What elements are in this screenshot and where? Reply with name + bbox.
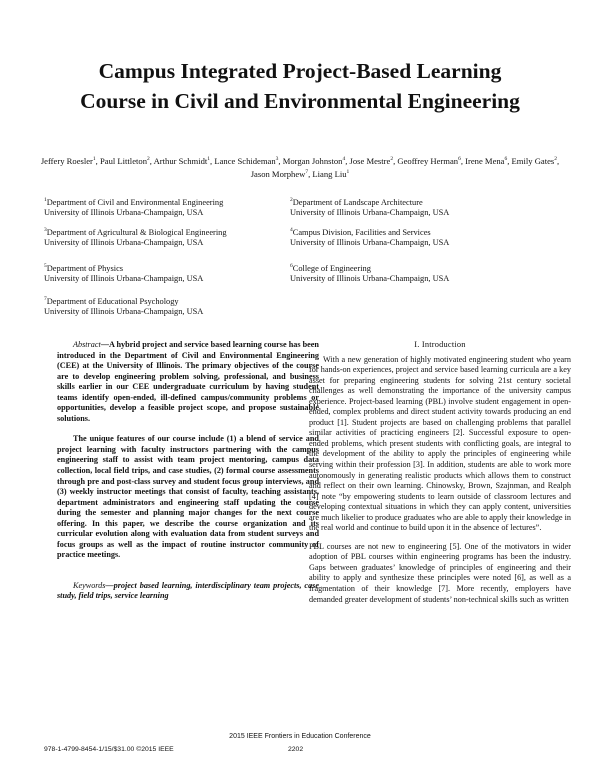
intro-paragraph-1: With a new generation of highly motivated engineering student who yearn for hands-on experiences, project and service based learning curricula are a key asset for preparing engineering students for solving 21st century societal challenges as well demonstrating the importance of the university campus experience. Project-based learning (PBL) involve student engagement in open-ended, complex problems and direct student activity towards producing an end product [1]. Student projects are based on challenging problems that parallel similar activities of practicing engineers [2]. Successful exposure to open-ended problems, which present students with conflicting goals, are integral to the development of the ability to apply the principles of engineering while serving within their profession [3]. In addition, students are able to work more autonomously in generating realistic products which allows them to construct and reflect on their own learning. Chinowsky, Brown, Szajnman, and Realph [4] note “by empowering students to learn outside of classroom lectures and developing contextual situations in which they can apply content, universities are much likelier to produce graduates who are able to apply their knowledge in the real world and continue to build upon it in the absence of lectures”. [309, 354, 571, 533]
author-separator: , [507, 155, 512, 166]
affiliation-dept: Department of Civil and Environmental Engineering [46, 197, 224, 207]
author-name: Geoffrey Herman [397, 155, 459, 166]
author-name: Emily Gates [511, 155, 555, 166]
author-affiliation-marker: 4 [342, 156, 346, 162]
keywords-heading: Keywords [73, 580, 106, 590]
author [41, 156, 100, 166]
author-name: Arthur Schmidt [153, 155, 208, 166]
author-separator: , [95, 155, 100, 166]
footer-identifier: 978-1-4799-8454-1/15/$31.00 ©2015 IEEE [44, 746, 174, 753]
author-affiliation-marker: 3 [275, 156, 279, 162]
affiliation-dept: Department of Agricultural & Biological Engineering [46, 227, 227, 237]
affiliation-dept: Department of Physics [46, 263, 124, 273]
author-affiliation-marker: 2 [390, 156, 394, 162]
author [100, 156, 154, 166]
author-name: Irene Mena [465, 155, 505, 166]
affiliation-marker: 6 [290, 263, 293, 269]
author-name: Jose Mestre [349, 155, 391, 166]
affiliation-3 [44, 225, 227, 249]
footer-page-number: 2202 [288, 746, 304, 753]
affiliation-dept: Campus Division, Facilities and Services [292, 227, 431, 237]
abstract-heading: Abstract [73, 340, 101, 349]
author [350, 156, 398, 166]
author [251, 169, 313, 179]
author [465, 156, 511, 166]
footer-conference: 2015 IEEE Frontiers in Education Conference [229, 733, 371, 740]
author-list [40, 154, 560, 181]
affiliation-univ: University of Illinois Urbana-Champaign, USA [44, 208, 204, 218]
author-affiliation-marker: 6 [504, 156, 508, 162]
author-affiliation-marker: 6 [458, 156, 461, 162]
abstract-text: —A hybrid project and service based learning course has been introduced in the Department of Civil and Environmental Engineering (CEE) at the University of Illinois. The primary objectives of the course are to develop engineering problem solving, professional, and business skills earlier in our CEE undergraduate curriculum by having student teams identify open-ended, ill-defined campus/community problems or opportunities, develop a feasible project scope, and propose sustainable solutions. [57, 340, 319, 423]
affiliation-6 [290, 261, 449, 285]
affiliation-marker: 2 [290, 197, 293, 203]
author [312, 169, 349, 179]
author [214, 156, 282, 166]
affiliation-univ: University of Illinois Urbana-Champaign, USA [44, 238, 204, 248]
author-separator: , [557, 155, 560, 166]
author-name: Jason Morphew [250, 169, 306, 180]
author-separator: , [149, 155, 154, 166]
affiliation-5 [44, 261, 203, 285]
affiliation-4 [290, 225, 449, 249]
affiliation-7 [44, 294, 203, 318]
affiliation-marker: 1 [44, 197, 47, 203]
affiliation-univ: University of Illinois Urbana-Champaign, USA [290, 208, 450, 218]
paper-title [40, 56, 560, 116]
author-separator: , [210, 155, 215, 166]
author-affiliation-marker: 1 [92, 156, 96, 162]
author-name: Paul Littleton [99, 155, 147, 166]
keywords-text: —project based learning, interdisciplinary team projects, case study, field trips, service learning [57, 580, 319, 601]
author [154, 156, 215, 166]
author-name: Jeffery Roesler [40, 155, 93, 166]
abstract-paragraph-1 [57, 340, 319, 424]
author-separator: , [393, 155, 398, 166]
affiliation-univ: University of Illinois Urbana-Champaign, USA [290, 274, 450, 284]
author-affiliation-marker: 1 [346, 169, 350, 176]
author-affiliation-marker: 2 [147, 156, 150, 162]
intro-paragraph-2: PBL courses are not new to engineering [5]. One of the motivators in wider adoption of PBL courses within engineering programs has been the industry. Gaps between graduates’ knowledge of principles of engineering and their ability to apply and synthesize these principles were noted [6], as well as a fragmentation of their knowledge [7]. More recently, employers have demanded greater development of students’ non-technical skills such as written [309, 541, 571, 604]
author [512, 156, 560, 166]
left-column [57, 340, 319, 602]
abstract-paragraph-2: The unique features of our course include (1) a blend of service and project learning with faculty instructors partnering with the campus engineering staff to assist with team project mentoring, campus data collection, local field trips, and case studies, (2) formal course assessments through pre and post-class survey and student focus group interviews, and (3) weekly instructor meetings that consist of faculty, teaching assistants, department administrators and engineering staff updating the course during the semester and planning major changes for the next course offering. In this paper, we describe the course organization and its curricular evolution along with evaluation data from student surveys and focus groups as well as the impact of routine instructor community of practice meetings. [57, 434, 319, 560]
author-affiliation-marker: 1 [207, 156, 211, 162]
author [283, 156, 350, 166]
affiliation-univ: University of Illinois Urbana-Champaign, USA [44, 307, 204, 317]
keywords-paragraph [57, 581, 319, 602]
affiliation-univ: University of Illinois Urbana-Champaign, USA [44, 274, 204, 284]
affiliation-dept: Department of Educational Psychology [46, 296, 179, 306]
author-separator: , [308, 169, 313, 180]
author-affiliation-marker: 7 [305, 169, 309, 176]
affiliation-univ: University of Illinois Urbana-Champaign, USA [290, 238, 450, 248]
author-name: Lance Schideman [214, 155, 276, 166]
author-affiliation-marker: 2 [554, 156, 558, 162]
affiliation-dept: College of Engineering [292, 263, 371, 273]
author-name: Morgan Johnston [282, 155, 343, 166]
author-separator: , [460, 155, 466, 166]
title-line-1: Campus Integrated Project-Based Learning [98, 59, 502, 83]
author [397, 156, 465, 166]
affiliation-2 [290, 195, 449, 219]
affiliation-marker: 3 [44, 227, 47, 233]
affiliation-1 [44, 195, 223, 219]
affiliation-dept: Department of Landscape Architecture [292, 197, 423, 207]
affiliation-marker: 5 [44, 263, 47, 269]
right-column [309, 340, 571, 613]
title-line-2: Course in Civil and Environmental Engineering [80, 89, 520, 113]
section-heading-introduction: I. Introduction [414, 340, 466, 349]
author-separator: , [345, 155, 350, 166]
affiliation-marker: 4 [290, 227, 293, 233]
affiliation-marker: 7 [44, 296, 47, 302]
author-name: Liang Liu [312, 169, 347, 180]
author-separator: , [278, 155, 283, 166]
